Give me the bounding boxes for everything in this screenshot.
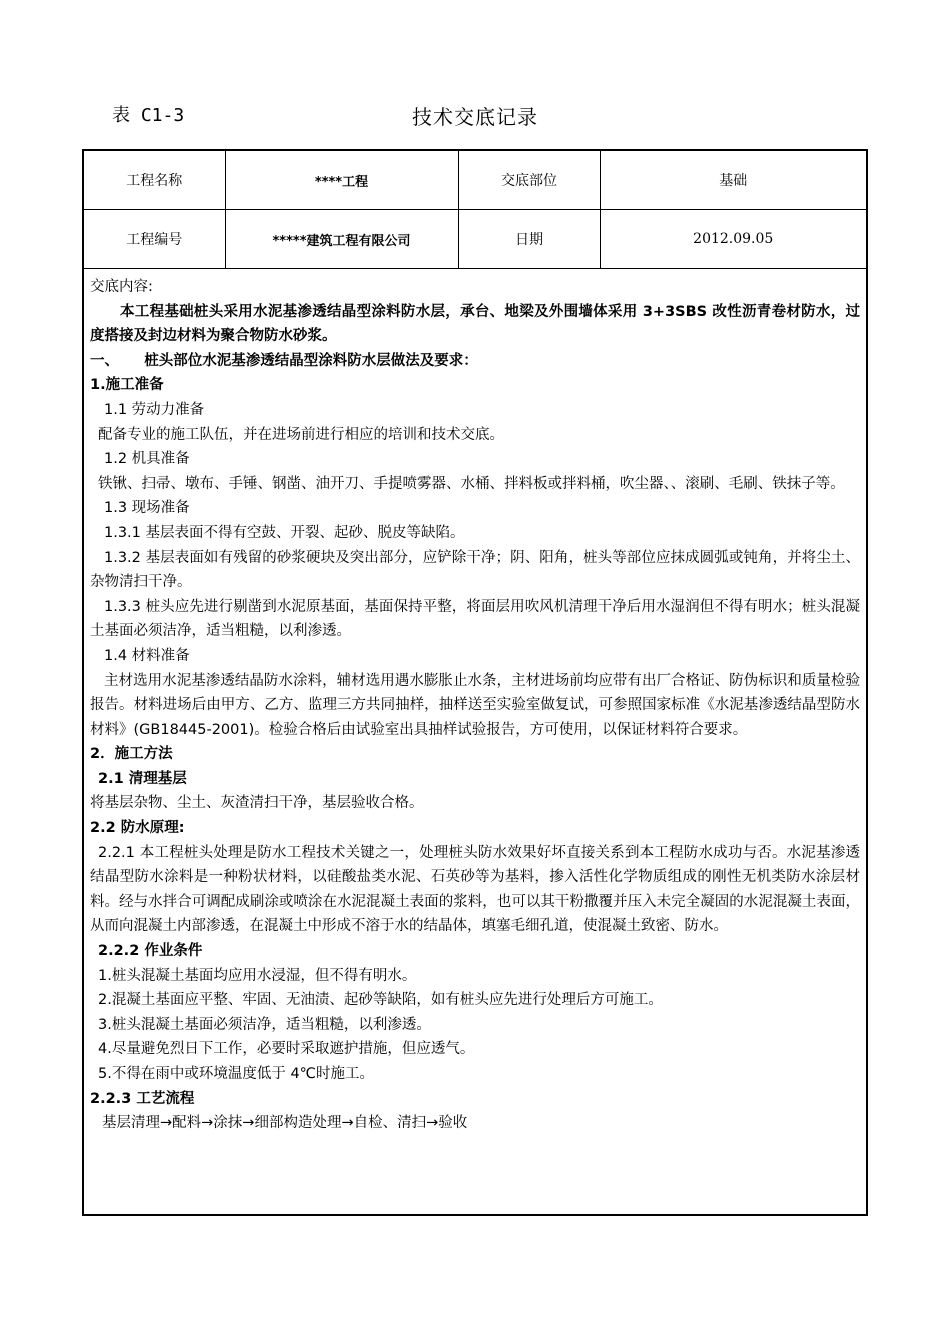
project-no-label: 工程编号 bbox=[84, 210, 225, 269]
condition-item: 3.桩头混凝土基面必须洁净，适当粗糙，以利渗透。 bbox=[98, 1016, 431, 1033]
project-no-value: *****建筑工程有限公司 bbox=[225, 210, 458, 269]
text-1-3-3: 1.3.3 桩头应先进行剔凿到水泥原基面，基面保持平整，将面层用吹风机清理干净后用水湿润但不得有明水；桩头混凝土基面必须洁净，适当粗糙，以利渗透。 bbox=[90, 598, 860, 640]
intro-paragraph: 本工程基础桩头采用水泥基渗透结晶型涂料防水层，承台、地梁及外围墙体采用 3+3SBS 改性沥青卷材防水，过度搭接及封边材料为聚合物防水砂浆。 bbox=[90, 303, 860, 345]
heading-2: 2．施工方法 bbox=[90, 746, 173, 763]
location-value: 基础 bbox=[600, 151, 866, 210]
heading-2-1: 2.1 清理基层 bbox=[98, 770, 187, 787]
form-code: 表 C1-3 bbox=[112, 105, 185, 126]
date-value: 2012.09.05 bbox=[600, 210, 866, 269]
text-1-3-2: 1.3.2 基层表面如有残留的砂浆硬块及突出部分，应铲除干净；阴、阳角，桩头等部位应抹成圆弧或钝角，并将尘土、杂物清扫干净。 bbox=[90, 549, 860, 591]
heading-2-2-2: 2.2.2 作业条件 bbox=[98, 943, 203, 960]
record-frame bbox=[82, 149, 868, 1216]
heading-1-3: 1.3 现场准备 bbox=[104, 500, 190, 517]
text-1-3-1: 1.3.1 基层表面不得有空鼓、开裂、起砂、脱皮等缺陷。 bbox=[104, 524, 465, 541]
heading-2-2-3: 2.2.3 工艺流程 bbox=[90, 1090, 195, 1107]
heading-1-2: 1.2 机具准备 bbox=[104, 451, 190, 468]
heading-1-1: 1.1 劳动力准备 bbox=[104, 401, 205, 418]
text-2-2-1: 2.2.1 本工程桩头处理是防水工程技术关键之一，处理桩头防水效果好坏直接关系到本工程防水成功与否。水泥基渗透结晶型防水涂料是一种粉状材料，以硅酸盐类水泥、石英砂等为基料，掺入活性化学物质组成的刚性无机类防水涂层材料。经与水拌合可调配成刷涂或喷涂在水泥混凝土表面的浆料，也可以其干粉撒覆并压入未完全凝固的水泥混凝土表面，从而向混凝土内部渗透，在混凝土中形成不溶于水的结晶体，填塞毛细孔道，使混凝土致密、防水。 bbox=[90, 844, 860, 935]
condition-item: 5.不得在雨中或环境温度低于 4℃时施工。 bbox=[98, 1066, 374, 1082]
info-row-1 bbox=[84, 151, 866, 210]
project-name-label: 工程名称 bbox=[84, 151, 225, 210]
text-1-2: 铁锹、扫帚、墩布、手锤、钢凿、油开刀、手提喷雾器、水桶、拌料板或拌料桶，吹尘器、、滚刷、毛刷、铁抹子等。 bbox=[98, 475, 845, 492]
text-1-4: 主材选用水泥基渗透结晶防水涂料，辅材选用遇水膨胀止水条，主材进场前均应带有出厂合格证、防伪标识和质量检验报告。材料进场后由甲方、乙方、监理三方共同抽样，抽样送至实验室做复试，可参照国家标准《水泥基渗透结晶型防水材料》(GB18445-2001)。检验合格后由试验室出具抽样试验报告，方可使用，以保证材料符合要求。 bbox=[90, 672, 860, 738]
info-row-2 bbox=[84, 210, 866, 269]
heading-2-2: 2.2 防水原理: bbox=[90, 820, 185, 837]
text-1-1: 配备专业的施工队伍，并在进场前进行相应的培训和技术交底。 bbox=[98, 426, 504, 443]
content-label: 交底内容: bbox=[90, 279, 153, 295]
section-heading-1: 一、 桩头部位水泥基渗透结晶型涂料防水层做法及要求： bbox=[90, 352, 478, 369]
process-flow: 基层清理→配料→涂抹→细部构造处理→自检、清扫→验收 bbox=[102, 1115, 468, 1132]
condition-item: 4.尽量避免烈日下工作，必要时采取遮护措施，但应透气。 bbox=[98, 1041, 475, 1058]
condition-item: 2.混凝土基面应平整、牢固、无油渍、起砂等缺陷，如有桩头应先进行处理后方可施工。 bbox=[98, 992, 663, 1009]
page-title: 技术交底记录 bbox=[412, 105, 538, 129]
location-label: 交底部位 bbox=[458, 151, 600, 210]
project-name-value: ****工程 bbox=[225, 151, 458, 210]
date-label: 日期 bbox=[458, 210, 600, 269]
condition-item: 1.桩头混凝土基面均应用水浸湿，但不得有明水。 bbox=[98, 967, 417, 984]
heading-1: 1.施工准备 bbox=[90, 377, 164, 394]
content-body bbox=[90, 275, 860, 1136]
text-2-1: 将基层杂物、尘土、灰渣清扫干净，基层验收合格。 bbox=[90, 795, 424, 812]
info-table bbox=[84, 151, 866, 269]
heading-1-4: 1.4 材料准备 bbox=[104, 647, 190, 664]
